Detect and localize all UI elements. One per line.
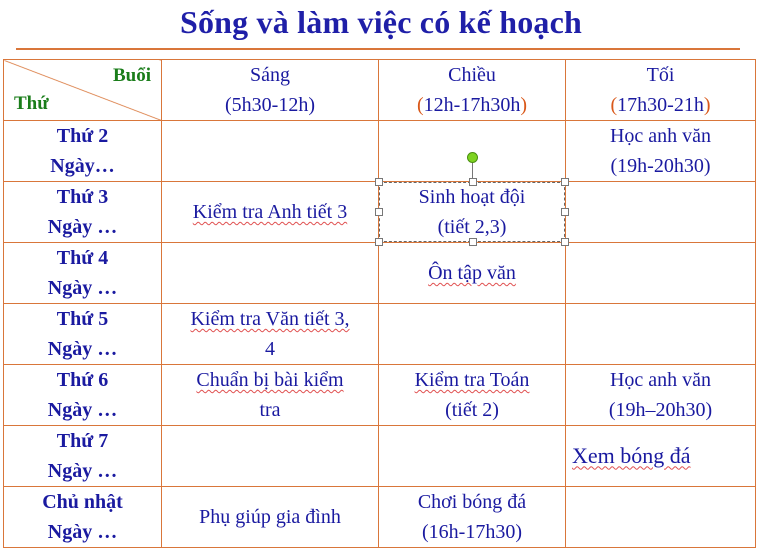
- day-cell: Thứ 4 Ngày …: [4, 243, 162, 304]
- day-cell: Thứ 6 Ngày …: [4, 365, 162, 426]
- table-row: [4, 487, 756, 548]
- day-cell: Chủ nhật Ngày …: [4, 487, 162, 548]
- table-row: [4, 182, 756, 243]
- cell-afternoon-selected[interactable]: Sinh hoạt đội (tiết 2,3): [379, 182, 566, 243]
- rotate-handle[interactable]: [467, 152, 478, 163]
- table-row: [4, 365, 756, 426]
- header-evening-close: ): [703, 94, 711, 116]
- header-afternoon-close: ): [520, 94, 527, 116]
- day-cell: Thứ 3 Ngày …: [4, 182, 162, 243]
- header-evening-name: Tối: [646, 64, 675, 86]
- header-evening: [566, 60, 756, 121]
- corner-day-label: Thứ: [14, 93, 49, 114]
- cell-evening[interactable]: Xem bóng đá: [566, 426, 756, 487]
- header-evening-open: (: [610, 94, 618, 116]
- cell-evening[interactable]: Học anh văn (19h-20h30): [566, 121, 756, 182]
- cell-evening[interactable]: [566, 304, 756, 365]
- cell-afternoon[interactable]: [379, 426, 566, 487]
- header-morning-range: (5h30-12h): [225, 94, 315, 116]
- header-evening-range: 17h30-21h: [617, 94, 704, 116]
- cell-morning[interactable]: [162, 121, 379, 182]
- slide-title: Sống và làm việc có kế hoạch: [179, 4, 583, 40]
- header-afternoon-range: 12h-17h30h: [423, 94, 521, 116]
- day-cell: Thứ 2 Ngày…: [4, 121, 162, 182]
- resize-handle-e[interactable]: [561, 208, 569, 216]
- resize-handle-nw[interactable]: [375, 178, 383, 186]
- table-row: [4, 304, 756, 365]
- cell-afternoon[interactable]: Kiểm tra Toán (tiết 2): [379, 365, 566, 426]
- cell-morning[interactable]: Phụ giúp gia đình: [162, 487, 379, 548]
- resize-handle-ne[interactable]: [561, 178, 569, 186]
- cell-evening[interactable]: [566, 243, 756, 304]
- header-afternoon-name: Chiều: [448, 64, 496, 86]
- cell-morning[interactable]: Kiểm tra Anh tiết 3: [162, 182, 379, 243]
- day-cell: Thứ 7 Ngày …: [4, 426, 162, 487]
- cell-evening[interactable]: [566, 487, 756, 548]
- corner-cell: [4, 60, 162, 121]
- cell-afternoon[interactable]: Chơi bóng đá (16h-17h30): [379, 487, 566, 548]
- schedule-table: [3, 59, 756, 548]
- header-morning-name: Sáng: [250, 64, 290, 86]
- table-row: [4, 121, 756, 182]
- table-row: [4, 426, 756, 487]
- table-row: [4, 243, 756, 304]
- cell-morning[interactable]: [162, 243, 379, 304]
- cell-evening[interactable]: [566, 182, 756, 243]
- header-afternoon: [379, 60, 566, 121]
- resize-handle-se[interactable]: [561, 238, 569, 246]
- day-cell: Thứ 5 Ngày …: [4, 304, 162, 365]
- cell-afternoon[interactable]: Ôn tập văn: [379, 243, 566, 304]
- resize-handle-s[interactable]: [469, 238, 477, 246]
- header-afternoon-open: (: [416, 94, 424, 116]
- cell-morning[interactable]: Chuẩn bị bài kiểm tra: [162, 365, 379, 426]
- header-row: [4, 60, 756, 121]
- resize-handle-sw[interactable]: [375, 238, 383, 246]
- cell-morning[interactable]: Kiểm tra Văn tiết 3, 4: [162, 304, 379, 365]
- title-underline: [16, 48, 740, 50]
- cell-morning[interactable]: [162, 426, 379, 487]
- resize-handle-w[interactable]: [375, 208, 383, 216]
- corner-session-label: Buổi: [112, 65, 151, 86]
- header-morning: [162, 60, 379, 121]
- cell-afternoon[interactable]: [379, 304, 566, 365]
- cell-evening[interactable]: Học anh văn (19h–20h30): [566, 365, 756, 426]
- resize-handle-n[interactable]: [469, 178, 477, 186]
